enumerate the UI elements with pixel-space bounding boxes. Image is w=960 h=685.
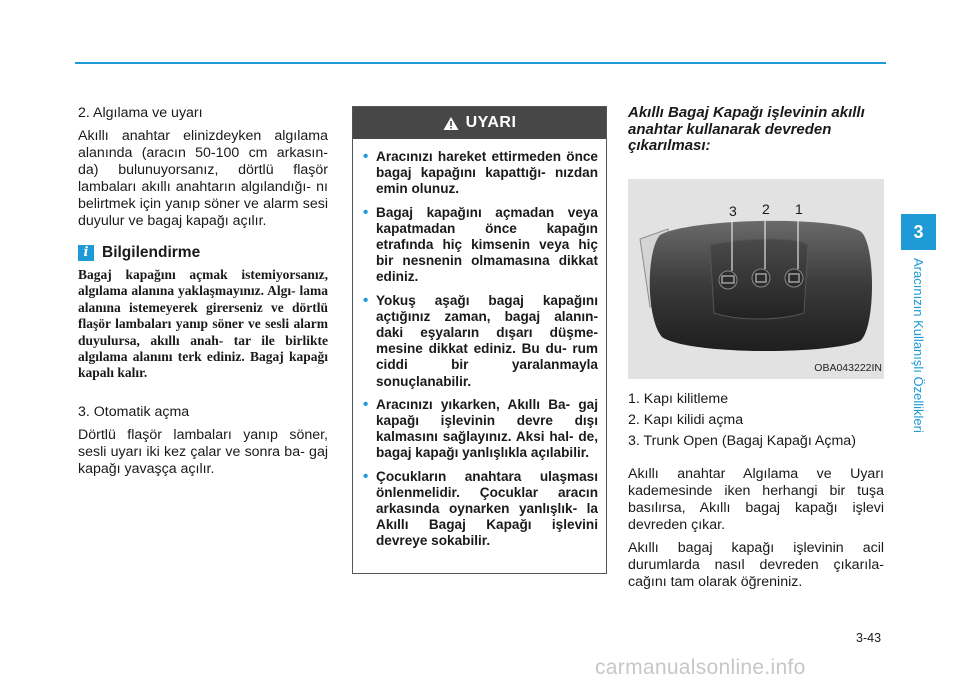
warning-title: UYARI xyxy=(465,114,517,131)
warning-box xyxy=(352,106,607,574)
info-title: Bilgilendirme xyxy=(102,244,201,261)
top-rule xyxy=(75,62,886,64)
watermark: carmanualsonline.info xyxy=(595,656,806,679)
figure-code: OBA043222IN xyxy=(814,361,882,374)
smart-key-illustration xyxy=(628,179,884,379)
left-column xyxy=(78,105,328,478)
warning-item: • Aracınızı hareket ettirmeden önce bagaj kapağını kapattığı- nızdan emin olunuz. xyxy=(363,149,598,198)
paragraph-emergency: Akıllı bagaj kapağı işlevinin acil durumlarda nasıl devreden çıkarıla- cağını tam olarak öğreniniz. xyxy=(628,539,884,590)
subheading-auto-open: 3. Otomatik açma xyxy=(78,403,190,420)
figure-label-1: 1 xyxy=(795,200,803,217)
subheading-detection: 2. Algılama ve uyarı xyxy=(78,105,203,121)
info-header xyxy=(78,244,328,261)
warning-item: • Yokuş aşağı bagaj kapağını açtığınız zaman, bagaj alanın- daki eşyaların dışarı düşme- mesine dikkat ediniz. Bu du- rum ciddi bir yaralanmayla sonuçlanabilir. xyxy=(363,293,598,390)
warning-triangle-icon xyxy=(443,116,459,131)
paragraph-auto-open: Dörtlü flaşör lambaları yanıp söner, sesli uyarı iki kez çalar ve sonra ba- gaj kapağı yavaşça açılır. xyxy=(78,426,328,477)
button-list xyxy=(628,389,884,452)
paragraph-deactivate: Akıllı anahtar Algılama ve Uyarı kademesinde iken herhangi bir tuşa basılırsa, Akıllı bagaj kapağı işlevi devreden çıkar. xyxy=(628,465,884,533)
right-column xyxy=(628,105,884,591)
paragraph-detection: Akıllı anahtar elinizdeyken algılama alanında (aracın 50-100 cm arkasın- da) bulunuyorsanız, dörtlü flaşör lambaları akıllı anahtarın algılandığı- nı belirtmek için yanıp söner ve alarm sesi duyulur ve bagaj kapağı açılır. xyxy=(78,128,328,229)
page-number: 3-43 xyxy=(856,631,882,645)
warning-header xyxy=(353,107,606,139)
section-title: Akıllı Bagaj Kapağı işlevinin akıllı anahtar kullanarak devreden çıkarılması: xyxy=(628,104,865,154)
chapter-tab: 3 xyxy=(901,214,936,250)
list-item: 1. Kapı kilitleme xyxy=(628,390,729,407)
info-icon: i xyxy=(78,245,94,261)
list-item: 2. Kapı kilidi açma xyxy=(628,411,744,428)
chapter-title: Aracınızın Kullanışlı Özellikleri xyxy=(911,258,926,433)
info-text: Bagaj kapağını açmak istemiyorsanız, algılama alanına yaklaşmayınız. Algı- lama alanına istemeyerek girerseniz ve dörtlü flaşör lambaları yanıp söner ve sesli alarm duyulursa, akıllı anah- tar ile birlikte algılama alanını terk ediniz. Bagaj kapağı kapalı kalır. xyxy=(78,267,328,381)
warning-item: • Bagaj kapağını açmadan veya kapatmadan önce kapağın etrafında hiç kimsenin veya hiç bir nesnenin olmamasına dikkat ediniz. xyxy=(363,205,598,286)
warning-list xyxy=(353,139,606,550)
list-item: 3. Trunk Open (Bagaj Kapağı Açma) xyxy=(628,432,856,449)
figure-label-2: 2 xyxy=(762,200,770,217)
smart-key-figure xyxy=(628,179,884,379)
warning-item: • Çocukların anahtara ulaşması önlenmelidir. Çocuklar aracın arkasında oynarken yanlışlık- la Akıllı Bagaj Kapağı işlevini devreye sokabilir. xyxy=(363,469,598,550)
figure-label-3: 3 xyxy=(729,202,737,219)
warning-item: • Aracınızı yıkarken, Akıllı Ba- gaj kapağı işlevinin devre dışı kalmasını sağlayınız. Aksi hal- de, bagaj kapağı yanlışlıkla açılabilir. xyxy=(363,397,598,462)
